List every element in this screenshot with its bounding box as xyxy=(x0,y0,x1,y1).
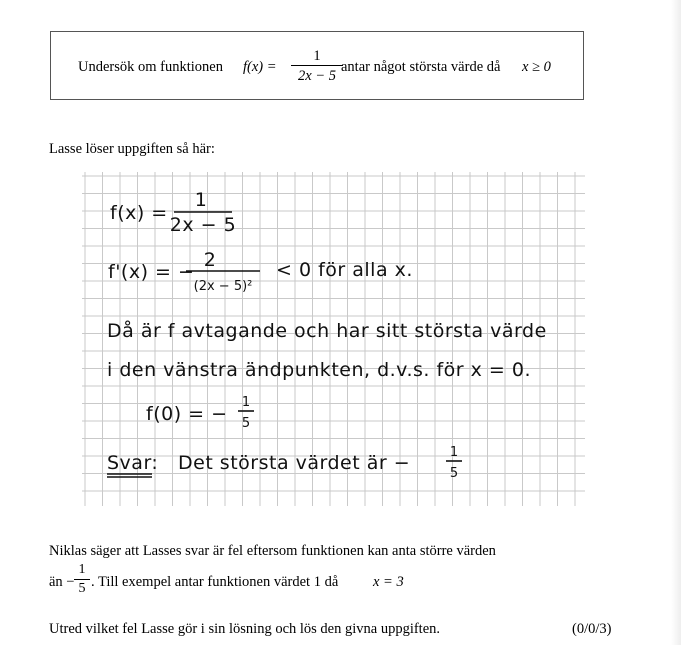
hw-line4: i den vänstra ändpunkten, d.v.s. för x = 0. xyxy=(107,359,531,381)
hw-line2-rest: < 0 för alla x. xyxy=(276,259,413,281)
final-instruction: Utred vilket fel Lasse gör i sin lösning och lös den givna uppgiften. xyxy=(49,621,441,637)
points-label: (0/0/3) xyxy=(572,621,612,637)
task-function-lhs: f(x) = xyxy=(243,59,277,75)
task-condition: x ≥ 0 xyxy=(522,59,551,75)
niklas-line2-pre: än − xyxy=(49,574,75,590)
niklas-fraction-den: 5 xyxy=(78,581,86,596)
task-box xyxy=(50,31,584,100)
niklas-line1: Niklas säger att Lasses svar är fel eftersom funktionen kan anta större värden xyxy=(49,543,496,559)
task-fraction-numerator: 1 xyxy=(313,48,321,64)
hw-line1-den: 2x − 5 xyxy=(169,214,237,236)
task-intro: Undersök om funktionen xyxy=(78,59,223,75)
hw-line5-num: 1 xyxy=(241,395,251,410)
handwritten-solution xyxy=(82,172,585,506)
hw-answer-den: 5 xyxy=(449,466,459,481)
intro-line: Lasse löser uppgiften så här: xyxy=(49,141,215,157)
niklas-line2-post: . Till exempel antar funktionen värdet 1 då xyxy=(91,574,339,590)
hw-answer-label: Svar: xyxy=(107,452,159,474)
hw-line1-num: 1 xyxy=(194,189,208,211)
task-rest: antar något största värde då xyxy=(341,59,501,75)
hw-line1-lhs: f(x) = xyxy=(110,202,168,224)
hw-line5-den: 5 xyxy=(241,416,251,431)
hw-line2-num: 2 xyxy=(203,249,217,271)
niklas-fraction xyxy=(74,561,90,598)
grid-paper xyxy=(82,172,585,506)
hw-line2-lhs: f'(x) = − xyxy=(108,261,195,283)
niklas-line2-cond: x = 3 xyxy=(373,574,404,590)
task-fraction xyxy=(291,47,343,86)
hw-answer-num: 1 xyxy=(449,445,459,460)
task-fraction-denominator: 2x − 5 xyxy=(298,68,336,84)
hw-line3: Då är f avtagande och har sitt största värde xyxy=(107,320,547,342)
hw-answer-text: Det största värdet är − xyxy=(178,452,411,474)
niklas-fraction-num: 1 xyxy=(78,562,86,577)
hw-line2-den: (2x − 5)² xyxy=(193,279,253,294)
page-edge-shadow xyxy=(671,0,681,645)
hw-line5-lhs: f(0) = − xyxy=(146,403,228,425)
